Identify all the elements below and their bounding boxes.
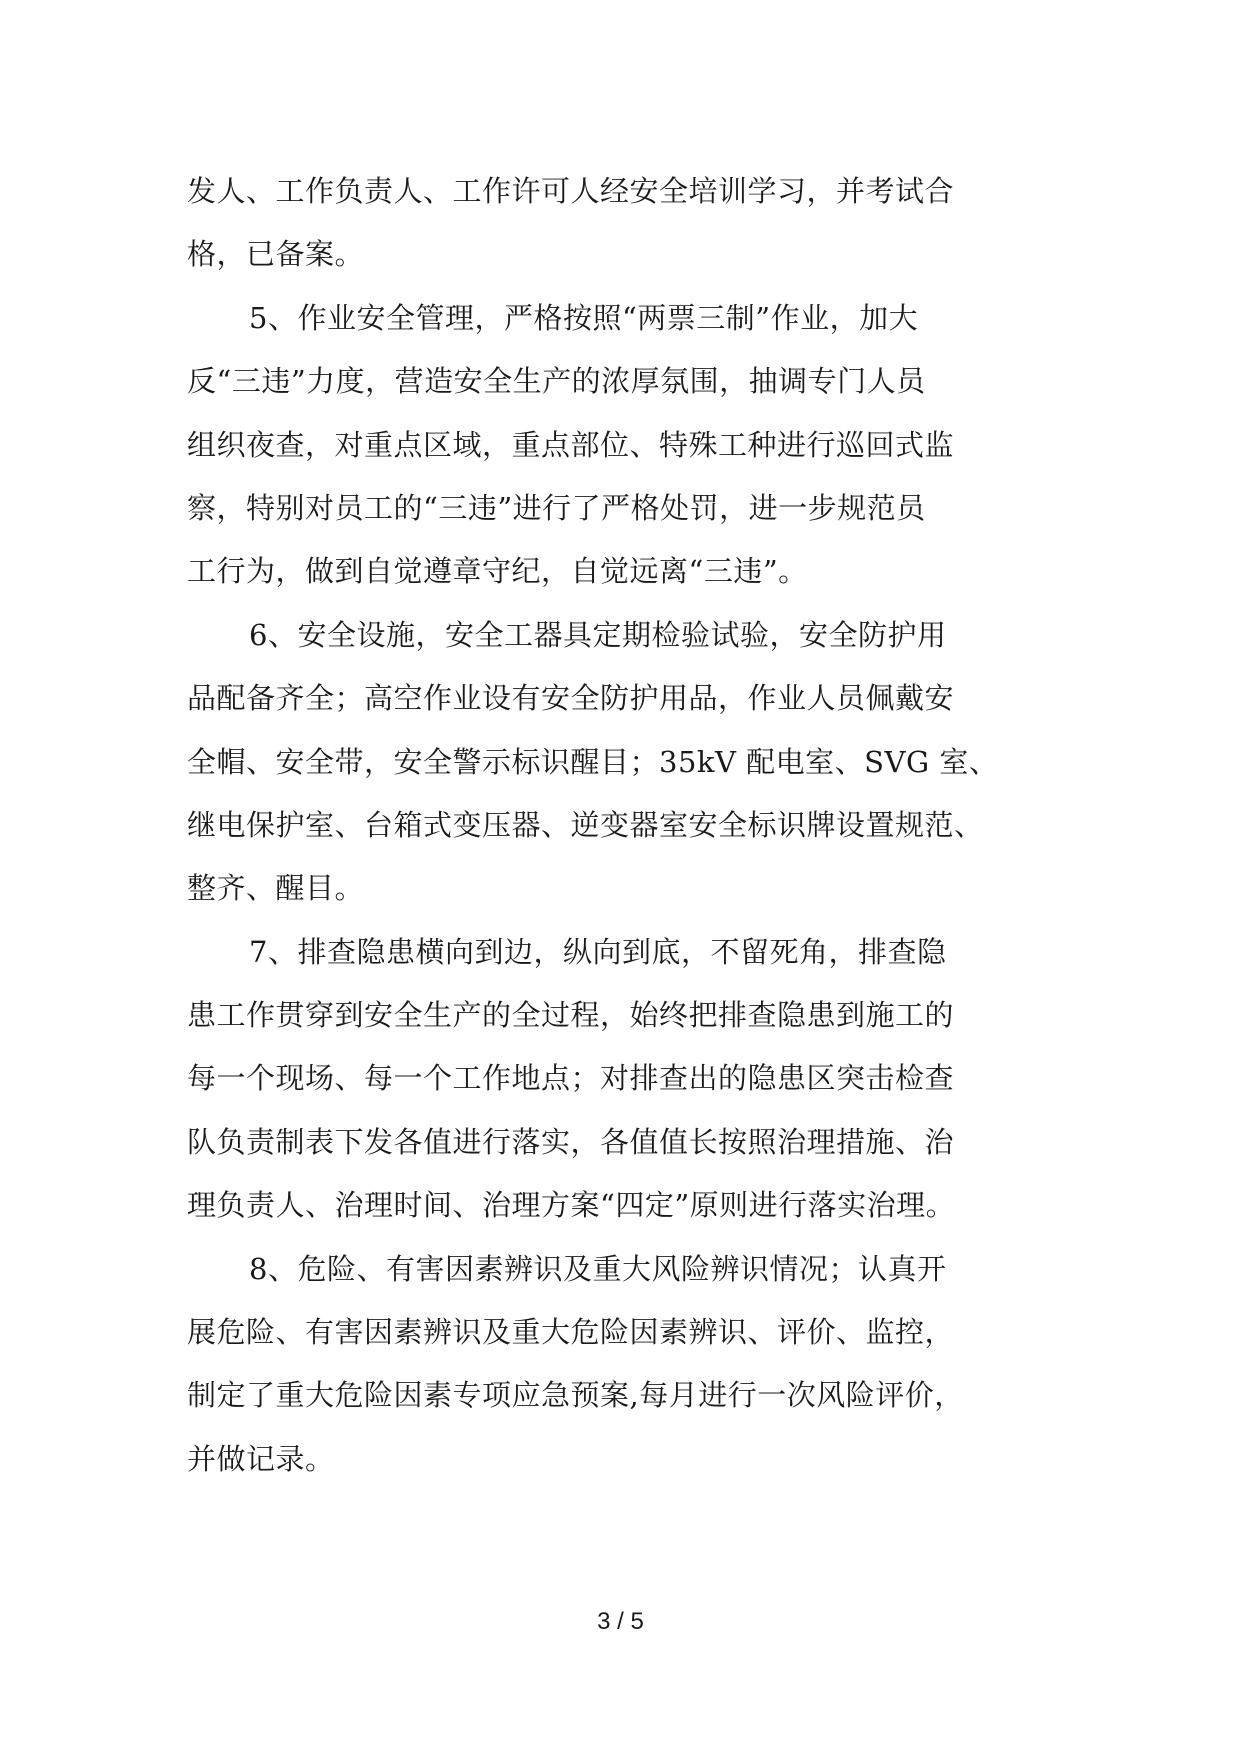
text-line: 继电保护室、台箱式变压器、逆变器室安全标识牌设置规范、 — [187, 807, 984, 842]
document-body — [187, 160, 1055, 1491]
paragraph-start-item-5: 5、作业安全管理，严格按照“两票三制”作业，加大 — [249, 300, 919, 335]
text-line: 格，已备案。 — [187, 237, 365, 272]
text-line: 反“三违”力度，营造安全生产的浓厚氛围，抽调专门人员 — [187, 364, 926, 399]
text-line: 每一个现场、每一个工作地点；对排查出的隐患区突击检查 — [187, 1061, 955, 1096]
text-line: 组织夜查，对重点区域，重点部位、特殊工种进行巡回式监 — [187, 427, 955, 462]
paragraph-start-item-6: 6、安全设施，安全工器具定期检验试验，安全防护用 — [249, 617, 947, 652]
text-line: 发人、工作负责人、工作许可人经安全培训学习，并考试合 — [187, 174, 955, 208]
text-line: 全帽、安全带，安全警示标识醒目；35kV 配电室、SVG 室、 — [187, 744, 999, 779]
text-line: 工行为，做到自觉遵章守纪，自觉远离“三违”。 — [187, 554, 808, 589]
paragraph-start-item-8: 8、危险、有害因素辨识及重大风险辨识情况；认真开 — [249, 1251, 947, 1286]
text-line: 察，特别对员工的“三违”进行了严格处罚，进一步规范员 — [187, 490, 926, 525]
text-line: 整齐、醒目。 — [187, 871, 365, 906]
text-line: 展危险、有害因素辨识及重大危险因素辨识、评价、监控， — [187, 1315, 955, 1350]
text-line: 制定了重大危险因素专项应急预案,每月进行一次风险评价， — [187, 1378, 964, 1413]
text-line: 品配备齐全；高空作业设有安全防护用品，作业人员佩戴安 — [187, 681, 955, 716]
text-line: 队负责制表下发各值进行落实，各值值长按照治理措施、治 — [187, 1124, 955, 1159]
text-line: 患工作贯穿到安全生产的全过程，始终把排查隐患到施工的 — [187, 998, 955, 1033]
page-number: 3 / 5 — [597, 1608, 644, 1635]
paragraph-start-item-7: 7、排查隐患横向到边，纵向到底，不留死角，排查隐 — [249, 934, 947, 969]
text-line: 并做记录。 — [187, 1441, 335, 1476]
text-line: 理负责人、治理时间、治理方案“四定”原则进行落实治理。 — [187, 1188, 956, 1223]
